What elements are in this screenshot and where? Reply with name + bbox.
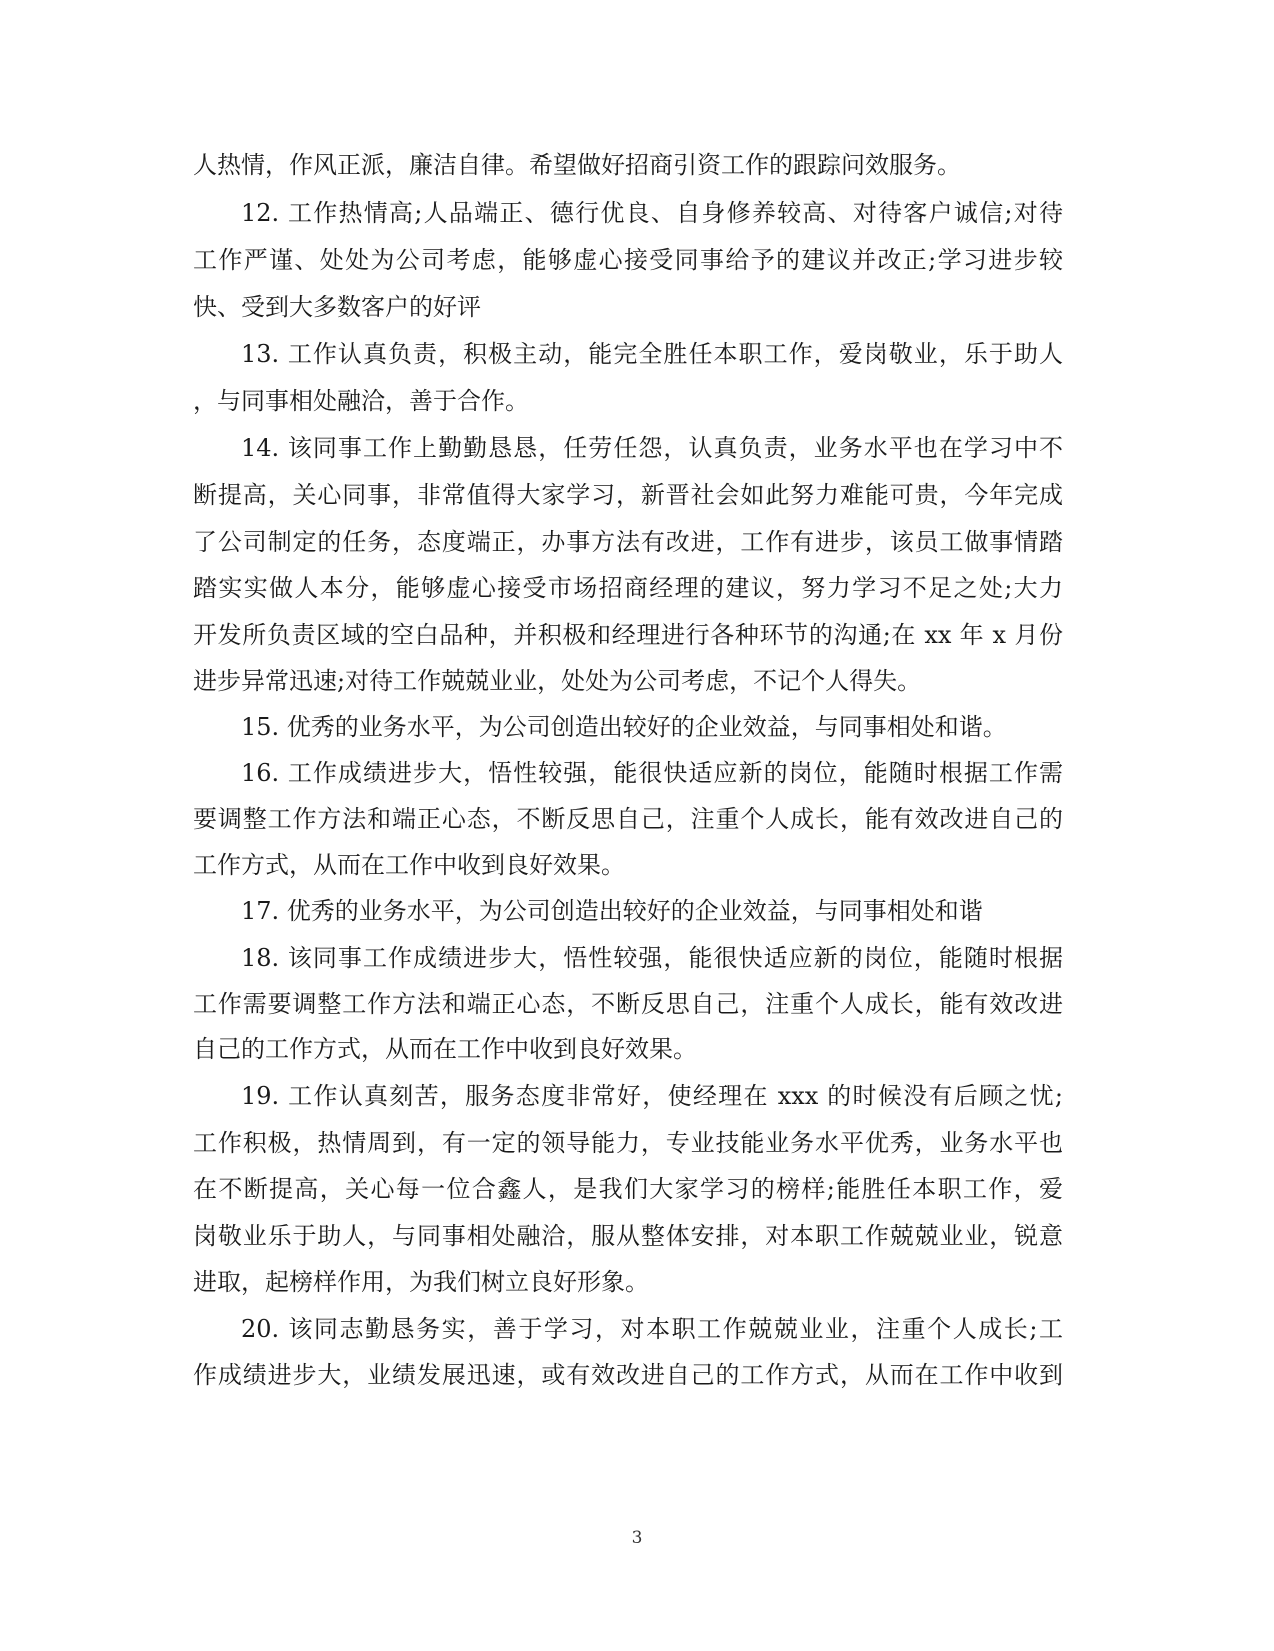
text-line: 工作需要调整工作方法和端正心态，不断反思自己，注重个人成长，能有效改进 xyxy=(193,990,1063,1018)
text-line: 17. 优秀的业务水平，为公司创造出较好的企业效益，与同事相处和谐 xyxy=(241,897,983,925)
text-line: 作成绩进步大，业绩发展迅速，或有效改进自己的工作方式，从而在工作中收到 xyxy=(193,1361,1063,1389)
text-line: 12. 工作热情高;人品端正、德行优良、自身修养较高、对待客户诚信;对待 xyxy=(241,199,1063,227)
text-line: 踏实实做人本分，能够虚心接受市场招商经理的建议，努力学习不足之处;大力 xyxy=(193,574,1063,602)
page-number: 3 xyxy=(631,1528,643,1548)
text-line: 进步异常迅速;对待工作兢兢业业，处处为公司考虑，不记个人得失。 xyxy=(193,667,922,695)
text-line: 15. 优秀的业务水平，为公司创造出较好的企业效益，与同事相处和谐。 xyxy=(241,713,1007,741)
text-line: 了公司制定的任务，态度端正，办事方法有改进，工作有进步，该员工做事情踏 xyxy=(193,528,1063,556)
text-line: 快、受到大多数客户的好评 xyxy=(193,293,481,321)
text-line: 工作积极，热情周到，有一定的领导能力，专业技能业务水平优秀，业务水平也 xyxy=(193,1129,1063,1157)
text-line: 14. 该同事工作上勤勤恳恳，任劳任怨，认真负责，业务水平也在学习中不 xyxy=(241,434,1063,462)
text-line: 断提高，关心同事，非常值得大家学习，新晋社会如此努力难能可贵，今年完成 xyxy=(193,481,1063,509)
text-line: 18. 该同事工作成绩进步大，悟性较强，能很快适应新的岗位，能随时根据 xyxy=(241,944,1063,972)
text-line: 20. 该同志勤恳务实，善于学习，对本职工作兢兢业业，注重个人成长;工 xyxy=(241,1315,1063,1343)
text-line: 开发所负责区域的空白品种，并积极和经理进行各种环节的沟通;在 xx 年 x 月份 xyxy=(193,621,1063,649)
text-line: 自己的工作方式，从而在工作中收到良好效果。 xyxy=(193,1035,697,1063)
text-line: 人热情，作风正派，廉洁自律。希望做好招商引资工作的跟踪问效服务。 xyxy=(193,151,961,179)
text-line: 13. 工作认真负责，积极主动，能完全胜任本职工作，爱岗敬业，乐于助人 xyxy=(241,340,1063,368)
text-line: 要调整工作方法和端正心态，不断反思自己，注重个人成长，能有效改进自己的 xyxy=(193,805,1063,833)
text-line: 岗敬业乐于助人，与同事相处融洽，服从整体安排，对本职工作兢兢业业，锐意 xyxy=(193,1222,1063,1250)
text-line: 进取，起榜样作用，为我们树立良好形象。 xyxy=(193,1268,649,1296)
text-line: 工作严谨、处处为公司考虑，能够虚心接受同事给予的建议并改正;学习进步较 xyxy=(193,246,1063,274)
text-line: 在不断提高，关心每一位合鑫人，是我们大家学习的榜样;能胜任本职工作，爱 xyxy=(193,1175,1063,1203)
text-line: 19. 工作认真刻苦，服务态度非常好，使经理在 xxx 的时候没有后顾之忧; xyxy=(241,1082,1063,1110)
text-line: ，与同事相处融洽，善于合作。 xyxy=(193,387,529,415)
text-line: 16. 工作成绩进步大，悟性较强，能很快适应新的岗位，能随时根据工作需 xyxy=(241,759,1063,787)
text-line: 工作方式，从而在工作中收到良好效果。 xyxy=(193,851,625,879)
